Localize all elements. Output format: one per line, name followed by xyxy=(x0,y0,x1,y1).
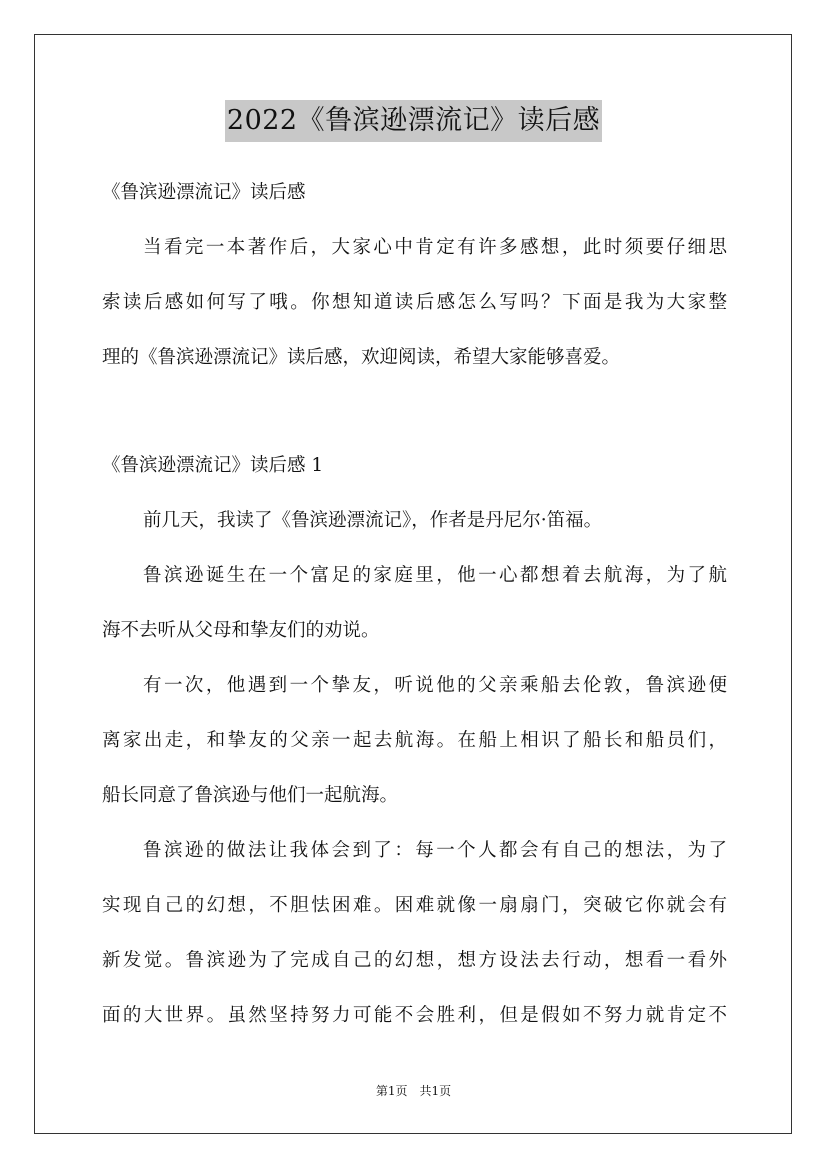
title-container xyxy=(0,100,827,142)
paragraph-line: 鲁滨逊诞生在一个富足的家庭里，他一心都想着去航海，为了航 xyxy=(143,565,727,586)
paragraph-line: 当看完一本著作后，大家心中肯定有许多感想，此时须要仔细思 xyxy=(143,237,727,258)
section-heading: 《鲁滨逊漂流记》读后感 1 xyxy=(102,455,324,476)
paragraph-line: 面的大世界。虽然坚持努力可能不会胜利，但是假如不努力就肯定不 xyxy=(102,1005,727,1026)
paragraph-line: 实现自己的幻想，不胆怯困难。困难就像一扇扇门，突破它你就会有 xyxy=(102,895,727,916)
paragraph-line: 船长同意了鲁滨逊与他们一起航海。 xyxy=(102,785,399,806)
paragraph-line: 海不去听从父母和挚友们的劝说。 xyxy=(102,620,380,641)
paragraph-line: 有一次，他遇到一个挚友，听说他的父亲乘船去伦敦，鲁滨逊便 xyxy=(143,675,727,696)
paragraph-line: 新发觉。鲁滨逊为了完成自己的幻想，想方设法去行动，想看一看外 xyxy=(102,950,727,971)
page-number-footer: 第1页 共1页 xyxy=(375,1084,452,1098)
paragraph-line: 索读后感如何写了哦。你想知道读后感怎么写吗？下面是我为大家整 xyxy=(102,292,727,313)
paragraph-line: 前几天，我读了《鲁滨逊漂流记》，作者是丹尼尔·笛福。 xyxy=(143,510,603,531)
paragraph-line: 理的《鲁滨逊漂流记》读后感，欢迎阅读，希望大家能够喜爱。 xyxy=(102,347,621,368)
subtitle-line: 《鲁滨逊漂流记》读后感 xyxy=(102,182,306,203)
document-title: 2022《鲁滨逊漂流记》读后感 xyxy=(225,100,602,142)
paragraph-line: 离家出走，和挚友的父亲一起去航海。在船上相识了船长和船员们， xyxy=(102,730,727,751)
paragraph-line: 鲁滨逊的做法让我体会到了：每一个人都会有自己的想法，为了 xyxy=(143,840,727,861)
